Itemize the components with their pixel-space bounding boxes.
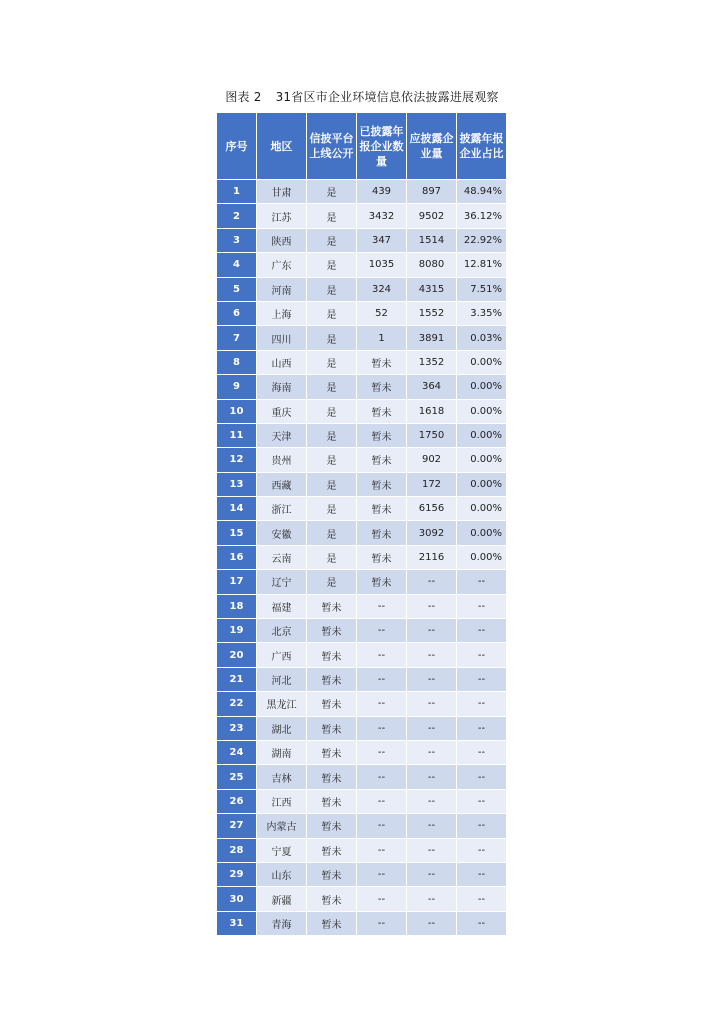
cell-disclosure-ratio: -- xyxy=(457,814,507,838)
table-row xyxy=(217,399,507,423)
table-row xyxy=(217,375,507,399)
table-row xyxy=(217,497,507,521)
cell-required-count: -- xyxy=(407,862,457,886)
cell-region: 福建 xyxy=(257,594,307,618)
cell-required-count: 8080 xyxy=(407,253,457,277)
cell-disclosure-ratio: 0.00% xyxy=(457,448,507,472)
cell-region: 陕西 xyxy=(257,228,307,252)
header-disclosure-ratio: 披露年报企业占比 xyxy=(457,113,507,180)
cell-disclosure-ratio: 3.35% xyxy=(457,301,507,325)
table-row xyxy=(217,789,507,813)
cell-required-count: -- xyxy=(407,887,457,911)
table-row xyxy=(217,423,507,447)
table-row xyxy=(217,716,507,740)
cell-required-count: 6156 xyxy=(407,497,457,521)
cell-index: 27 xyxy=(217,814,257,838)
cell-required-count: 4315 xyxy=(407,277,457,301)
caption-label: 图表 2 xyxy=(225,90,262,104)
table-row xyxy=(217,887,507,911)
cell-region: 河南 xyxy=(257,277,307,301)
cell-disclosure-ratio: -- xyxy=(457,619,507,643)
cell-region: 广西 xyxy=(257,643,307,667)
cell-index: 26 xyxy=(217,789,257,813)
cell-region: 吉林 xyxy=(257,765,307,789)
cell-disclosure-ratio: -- xyxy=(457,765,507,789)
cell-disclosure-ratio: 0.00% xyxy=(457,497,507,521)
table-row xyxy=(217,692,507,716)
table-row xyxy=(217,180,507,204)
cell-index: 30 xyxy=(217,887,257,911)
cell-region: 贵州 xyxy=(257,448,307,472)
cell-required-count: -- xyxy=(407,740,457,764)
cell-disclosed-count: -- xyxy=(357,692,407,716)
cell-disclosure-ratio: -- xyxy=(457,862,507,886)
cell-platform-online: 是 xyxy=(307,521,357,545)
cell-index: 21 xyxy=(217,667,257,691)
cell-required-count: -- xyxy=(407,838,457,862)
cell-platform-online: 是 xyxy=(307,448,357,472)
cell-platform-online: 暂未 xyxy=(307,643,357,667)
cell-required-count: 1514 xyxy=(407,228,457,252)
cell-required-count: -- xyxy=(407,692,457,716)
cell-platform-online: 暂未 xyxy=(307,887,357,911)
cell-required-count: 1618 xyxy=(407,399,457,423)
cell-index: 20 xyxy=(217,643,257,667)
table-row xyxy=(217,862,507,886)
cell-platform-online: 是 xyxy=(307,472,357,496)
cell-platform-online: 暂未 xyxy=(307,911,357,935)
cell-region: 西藏 xyxy=(257,472,307,496)
cell-platform-online: 是 xyxy=(307,497,357,521)
cell-disclosure-ratio: 7.51% xyxy=(457,277,507,301)
cell-disclosed-count: 439 xyxy=(357,180,407,204)
cell-region: 江苏 xyxy=(257,204,307,228)
cell-platform-online: 是 xyxy=(307,301,357,325)
header-disclosed-count: 已披露年报企业数量 xyxy=(357,113,407,180)
table-row xyxy=(217,838,507,862)
cell-index: 18 xyxy=(217,594,257,618)
cell-disclosure-ratio: -- xyxy=(457,643,507,667)
cell-disclosure-ratio: 0.00% xyxy=(457,472,507,496)
cell-disclosure-ratio: 0.03% xyxy=(457,326,507,350)
cell-disclosed-count: -- xyxy=(357,814,407,838)
cell-region: 新疆 xyxy=(257,887,307,911)
table-row xyxy=(217,814,507,838)
cell-required-count: 1750 xyxy=(407,423,457,447)
cell-platform-online: 是 xyxy=(307,423,357,447)
cell-disclosure-ratio: 0.00% xyxy=(457,350,507,374)
cell-disclosure-ratio: -- xyxy=(457,570,507,594)
table-row xyxy=(217,301,507,325)
cell-disclosed-count: -- xyxy=(357,716,407,740)
cell-disclosure-ratio: -- xyxy=(457,667,507,691)
cell-index: 17 xyxy=(217,570,257,594)
cell-disclosed-count: -- xyxy=(357,862,407,886)
cell-platform-online: 是 xyxy=(307,204,357,228)
cell-platform-online: 暂未 xyxy=(307,765,357,789)
cell-index: 22 xyxy=(217,692,257,716)
cell-disclosed-count: -- xyxy=(357,667,407,691)
header-index: 序号 xyxy=(217,113,257,180)
cell-disclosure-ratio: 0.00% xyxy=(457,375,507,399)
cell-required-count: -- xyxy=(407,643,457,667)
cell-region: 海南 xyxy=(257,375,307,399)
cell-region: 湖南 xyxy=(257,740,307,764)
cell-region: 宁夏 xyxy=(257,838,307,862)
cell-platform-online: 暂未 xyxy=(307,619,357,643)
cell-index: 6 xyxy=(217,301,257,325)
table-caption xyxy=(0,88,724,105)
cell-disclosure-ratio: -- xyxy=(457,911,507,935)
cell-required-count: 902 xyxy=(407,448,457,472)
cell-disclosure-ratio: 12.81% xyxy=(457,253,507,277)
cell-platform-online: 暂未 xyxy=(307,594,357,618)
cell-platform-online: 是 xyxy=(307,375,357,399)
header-required-count: 应披露企业量 xyxy=(407,113,457,180)
cell-index: 5 xyxy=(217,277,257,301)
header-platform-online: 信披平台上线公开 xyxy=(307,113,357,180)
cell-disclosed-count: -- xyxy=(357,887,407,911)
cell-disclosure-ratio: 0.00% xyxy=(457,423,507,447)
cell-disclosure-ratio: -- xyxy=(457,740,507,764)
cell-region: 辽宁 xyxy=(257,570,307,594)
table-row xyxy=(217,667,507,691)
cell-platform-online: 暂未 xyxy=(307,838,357,862)
cell-platform-online: 是 xyxy=(307,570,357,594)
cell-required-count: -- xyxy=(407,716,457,740)
cell-disclosed-count: 暂未 xyxy=(357,375,407,399)
cell-disclosure-ratio: -- xyxy=(457,887,507,911)
cell-platform-online: 暂未 xyxy=(307,716,357,740)
table-row xyxy=(217,277,507,301)
cell-disclosed-count: 暂未 xyxy=(357,472,407,496)
cell-required-count: -- xyxy=(407,911,457,935)
table-row xyxy=(217,228,507,252)
cell-region: 黑龙江 xyxy=(257,692,307,716)
table-row xyxy=(217,619,507,643)
cell-platform-online: 是 xyxy=(307,180,357,204)
cell-platform-online: 是 xyxy=(307,253,357,277)
cell-disclosed-count: -- xyxy=(357,594,407,618)
cell-platform-online: 是 xyxy=(307,277,357,301)
caption-title: 31省区市企业环境信息依法披露进展观察 xyxy=(275,90,499,104)
cell-index: 29 xyxy=(217,862,257,886)
cell-index: 28 xyxy=(217,838,257,862)
cell-platform-online: 是 xyxy=(307,228,357,252)
cell-required-count: 1352 xyxy=(407,350,457,374)
cell-disclosure-ratio: 48.94% xyxy=(457,180,507,204)
cell-disclosure-ratio: -- xyxy=(457,716,507,740)
table-row xyxy=(217,350,507,374)
table-row xyxy=(217,643,507,667)
cell-disclosed-count: 暂未 xyxy=(357,570,407,594)
cell-disclosed-count: 暂未 xyxy=(357,497,407,521)
cell-required-count: -- xyxy=(407,765,457,789)
cell-disclosed-count: -- xyxy=(357,619,407,643)
cell-disclosure-ratio: -- xyxy=(457,838,507,862)
cell-index: 11 xyxy=(217,423,257,447)
cell-required-count: 9502 xyxy=(407,204,457,228)
table-row xyxy=(217,472,507,496)
cell-disclosed-count: -- xyxy=(357,789,407,813)
cell-disclosed-count: 暂未 xyxy=(357,545,407,569)
table-row xyxy=(217,204,507,228)
cell-disclosure-ratio: 0.00% xyxy=(457,399,507,423)
cell-required-count: 3891 xyxy=(407,326,457,350)
cell-region: 四川 xyxy=(257,326,307,350)
cell-disclosed-count: 暂未 xyxy=(357,399,407,423)
cell-disclosure-ratio: -- xyxy=(457,692,507,716)
cell-required-count: -- xyxy=(407,789,457,813)
cell-platform-online: 暂未 xyxy=(307,667,357,691)
cell-region: 安徽 xyxy=(257,521,307,545)
cell-disclosure-ratio: -- xyxy=(457,789,507,813)
cell-disclosed-count: -- xyxy=(357,740,407,764)
cell-index: 1 xyxy=(217,180,257,204)
cell-platform-online: 是 xyxy=(307,350,357,374)
cell-index: 3 xyxy=(217,228,257,252)
cell-region: 广东 xyxy=(257,253,307,277)
cell-region: 上海 xyxy=(257,301,307,325)
cell-disclosed-count: 347 xyxy=(357,228,407,252)
cell-platform-online: 暂未 xyxy=(307,740,357,764)
cell-required-count: -- xyxy=(407,594,457,618)
cell-disclosed-count: 1035 xyxy=(357,253,407,277)
cell-index: 9 xyxy=(217,375,257,399)
table-row xyxy=(217,911,507,935)
cell-index: 2 xyxy=(217,204,257,228)
cell-index: 7 xyxy=(217,326,257,350)
cell-index: 31 xyxy=(217,911,257,935)
cell-disclosure-ratio: 22.92% xyxy=(457,228,507,252)
cell-region: 北京 xyxy=(257,619,307,643)
cell-disclosed-count: 暂未 xyxy=(357,448,407,472)
table-row xyxy=(217,521,507,545)
cell-index: 14 xyxy=(217,497,257,521)
cell-platform-online: 暂未 xyxy=(307,814,357,838)
table-row xyxy=(217,594,507,618)
cell-disclosed-count: -- xyxy=(357,838,407,862)
cell-index: 12 xyxy=(217,448,257,472)
cell-region: 山西 xyxy=(257,350,307,374)
cell-disclosed-count: 52 xyxy=(357,301,407,325)
cell-disclosed-count: -- xyxy=(357,765,407,789)
cell-platform-online: 暂未 xyxy=(307,862,357,886)
table-row xyxy=(217,448,507,472)
cell-required-count: -- xyxy=(407,814,457,838)
cell-required-count: 3092 xyxy=(407,521,457,545)
cell-required-count: 172 xyxy=(407,472,457,496)
cell-index: 23 xyxy=(217,716,257,740)
cell-disclosure-ratio: 0.00% xyxy=(457,521,507,545)
cell-region: 浙江 xyxy=(257,497,307,521)
table-row xyxy=(217,545,507,569)
cell-disclosure-ratio: -- xyxy=(457,594,507,618)
cell-required-count: -- xyxy=(407,570,457,594)
cell-disclosed-count: 暂未 xyxy=(357,521,407,545)
cell-region: 青海 xyxy=(257,911,307,935)
cell-platform-online: 是 xyxy=(307,399,357,423)
cell-disclosed-count: 3432 xyxy=(357,204,407,228)
cell-region: 湖北 xyxy=(257,716,307,740)
table-row xyxy=(217,253,507,277)
cell-disclosed-count: 1 xyxy=(357,326,407,350)
cell-index: 15 xyxy=(217,521,257,545)
table-row xyxy=(217,740,507,764)
cell-required-count: -- xyxy=(407,619,457,643)
cell-index: 25 xyxy=(217,765,257,789)
cell-disclosed-count: 暂未 xyxy=(357,350,407,374)
disclosure-table xyxy=(216,112,507,936)
cell-disclosed-count: -- xyxy=(357,643,407,667)
cell-region: 甘肃 xyxy=(257,180,307,204)
cell-index: 16 xyxy=(217,545,257,569)
cell-platform-online: 暂未 xyxy=(307,692,357,716)
cell-index: 19 xyxy=(217,619,257,643)
table-row xyxy=(217,765,507,789)
header-region: 地区 xyxy=(257,113,307,180)
cell-index: 24 xyxy=(217,740,257,764)
cell-region: 河北 xyxy=(257,667,307,691)
cell-region: 天津 xyxy=(257,423,307,447)
cell-region: 江西 xyxy=(257,789,307,813)
cell-disclosure-ratio: 36.12% xyxy=(457,204,507,228)
cell-platform-online: 暂未 xyxy=(307,789,357,813)
cell-region: 山东 xyxy=(257,862,307,886)
cell-region: 内蒙古 xyxy=(257,814,307,838)
table-row xyxy=(217,326,507,350)
cell-index: 13 xyxy=(217,472,257,496)
cell-required-count: 2116 xyxy=(407,545,457,569)
cell-required-count: -- xyxy=(407,667,457,691)
header-row xyxy=(217,113,507,180)
cell-required-count: 897 xyxy=(407,180,457,204)
cell-disclosed-count: 324 xyxy=(357,277,407,301)
table-row xyxy=(217,570,507,594)
cell-platform-online: 是 xyxy=(307,545,357,569)
cell-disclosed-count: 暂未 xyxy=(357,423,407,447)
cell-disclosed-count: -- xyxy=(357,911,407,935)
cell-platform-online: 是 xyxy=(307,326,357,350)
cell-region: 重庆 xyxy=(257,399,307,423)
cell-index: 4 xyxy=(217,253,257,277)
cell-region: 云南 xyxy=(257,545,307,569)
cell-required-count: 364 xyxy=(407,375,457,399)
cell-required-count: 1552 xyxy=(407,301,457,325)
cell-index: 8 xyxy=(217,350,257,374)
cell-index: 10 xyxy=(217,399,257,423)
cell-disclosure-ratio: 0.00% xyxy=(457,545,507,569)
